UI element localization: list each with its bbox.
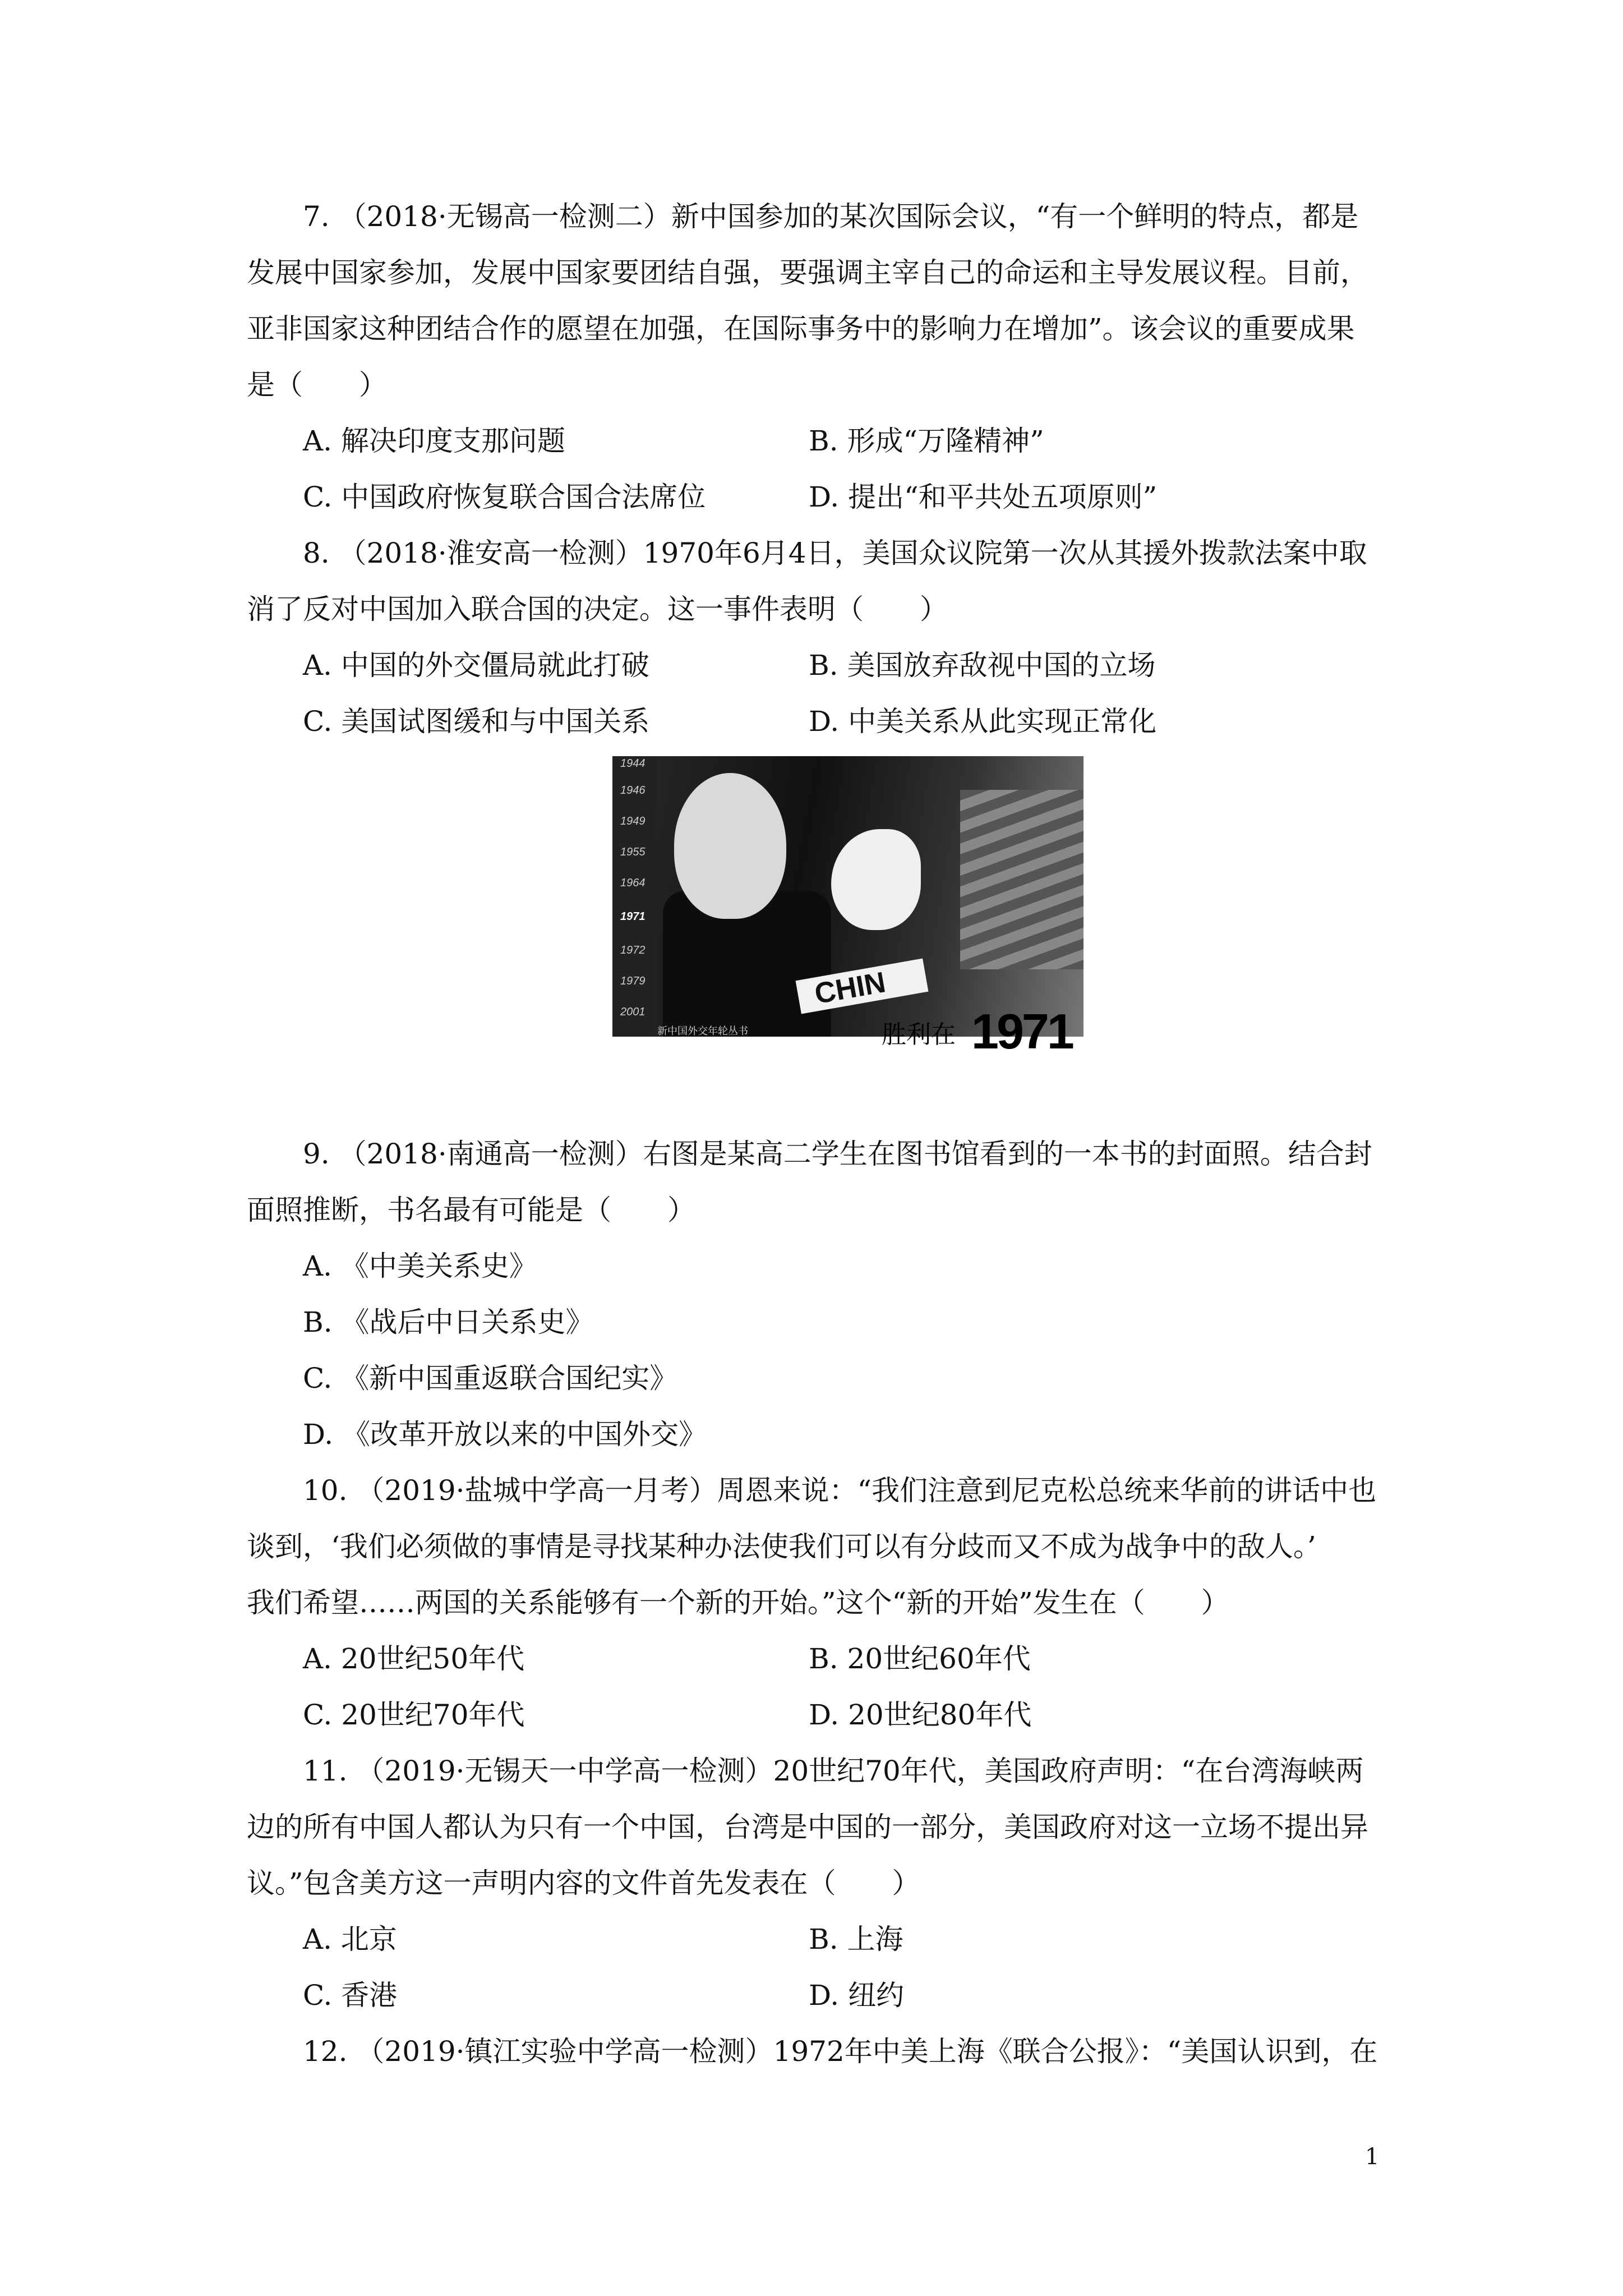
q9-option-a[interactable]: A. 《中美关系史》	[303, 1250, 537, 1282]
year-column	[612, 756, 657, 1037]
year-label: 2001	[620, 1006, 645, 1018]
q10-option-a[interactable]: A. 20世纪50年代	[303, 1642, 525, 1675]
q7-line-2: 发展中国家参加，发展中国家要团结自强，要强调主宰自己的命运和主导发展议程。目前，	[247, 256, 1368, 289]
year-label: 1964	[620, 877, 645, 889]
q10-line-3: 我们希望……两国的关系能够有一个新的开始。”这个“新的开始”发生在（ ）	[247, 1586, 1229, 1619]
year-label: 1979	[620, 975, 645, 987]
q8-line-2: 消了反对中国加入联合国的决定。这一事件表明（ ）	[247, 593, 948, 625]
q10-option-b[interactable]: B. 20世纪60年代	[809, 1642, 1031, 1675]
year-label: 1972	[620, 944, 645, 956]
q7-option-c[interactable]: C. 中国政府恢复联合国合法席位	[303, 481, 706, 513]
year-label: 1971	[620, 910, 645, 923]
year-label: 1944	[620, 757, 645, 770]
q11-line-1: 11. （2019·无锡天一中学高一检测）20世纪70年代，美国政府声明：“在台湾海峡两	[303, 1755, 1364, 1787]
year-label: 1946	[620, 784, 645, 797]
year-label: 1949	[620, 815, 645, 827]
q11-option-b[interactable]: B. 上海	[809, 1923, 903, 1955]
q11-line-2: 边的所有中国人都认为只有一个中国，台湾是中国的一部分，美国政府对这一立场不提出异	[247, 1811, 1368, 1843]
china-sign: CHIN	[796, 958, 929, 1014]
q7-line-3: 亚非国家这种团结合作的愿望在加强，在国际事务中的影响力在增加”。该会议的重要成果	[247, 312, 1355, 345]
dove-shape	[831, 829, 921, 930]
q7-option-b[interactable]: B. 形成“万隆精神”	[809, 425, 1044, 457]
q8-option-b[interactable]: B. 美国放弃敌视中国的立场	[809, 649, 1156, 682]
q7-line-4: 是（ ）	[247, 369, 387, 401]
q9-option-c[interactable]: C. 《新中国重返联合国纪实》	[303, 1362, 678, 1395]
book-cover-image	[612, 756, 1083, 1062]
year-label: 1955	[620, 846, 645, 858]
q8-line-1: 8. （2018·淮安高一检测）1970年6月4日，美国众议院第一次从其援外拨款法案中取	[303, 537, 1367, 569]
q7-option-d[interactable]: D. 提出“和平共处五项原则”	[809, 481, 1158, 513]
q10-line-2: 谈到，‘我们必须做的事情是寻找某种办法使我们可以有分歧而又不成为战争中的敌人。’	[247, 1530, 1316, 1563]
cover-photo	[612, 756, 1083, 1037]
q8-option-a[interactable]: A. 中国的外交僵局就此打破	[303, 649, 649, 682]
q11-option-d[interactable]: D. 纽约	[809, 1979, 905, 2012]
q9-line-2: 面照推断，书名最有可能是（ ）	[247, 1194, 695, 1226]
page-number: 1	[1365, 2144, 1380, 2170]
q7-line-1: 7. （2018·无锡高一检测二）新中国参加的某次国际会议，“有一个鲜明的特点，都是	[303, 200, 1359, 233]
q11-line-3: 议。”包含美方这一声明内容的文件首先发表在（ ）	[247, 1867, 920, 1899]
q8-option-c[interactable]: C. 美国试图缓和与中国关系	[303, 705, 650, 738]
q7-option-a[interactable]: A. 解决印度支那问题	[303, 425, 565, 457]
q11-option-c[interactable]: C. 香港	[303, 1979, 398, 2012]
q10-option-d[interactable]: D. 20世纪80年代	[809, 1699, 1032, 1731]
q10-line-1: 10. （2019·盐城中学高一月考）周恩来说：“我们注意到尼克松总统来华前的讲话中也	[303, 1474, 1377, 1507]
q9-option-b[interactable]: B. 《战后中日关系史》	[303, 1306, 594, 1338]
flag-image	[960, 790, 1083, 969]
q9-option-d[interactable]: D. 《改革开放以来的中国外交》	[303, 1418, 707, 1451]
q9-line-1: 9. （2018·南通高一检测）右图是某高二学生在图书馆看到的一本书的封面照。结合封	[303, 1138, 1372, 1170]
q8-option-d[interactable]: D. 中美关系从此实现正常化	[809, 705, 1157, 738]
q11-option-a[interactable]: A. 北京	[303, 1923, 397, 1955]
q12-line-1: 12. （2019·镇江实验中学高一检测）1972年中美上海《联合公报》：“美国认识到，在	[303, 2035, 1378, 2068]
cover-big-year: 1971	[971, 1004, 1072, 1059]
q10-option-c[interactable]: C. 20世纪70年代	[303, 1699, 525, 1731]
series-text: 新中国外交年轮丛书	[657, 1025, 748, 1037]
cover-caption: 胜利在	[882, 1020, 956, 1049]
person-face	[674, 773, 786, 919]
